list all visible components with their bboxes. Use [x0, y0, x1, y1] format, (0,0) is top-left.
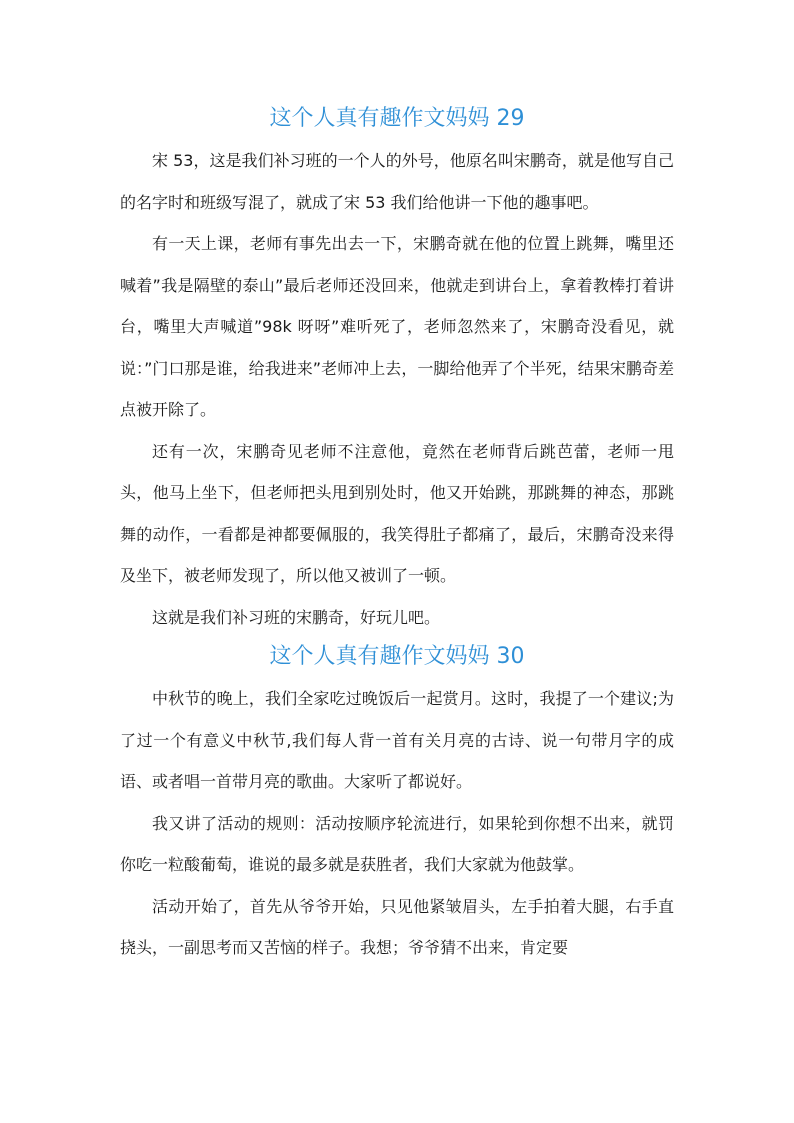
paragraph: 还有一次，宋鹏奇见老师不注意他，竟然在老师背后跳芭蕾，老师一甩头，他马上坐下，但老师把头甩到别处时，他又开始跳，那跳舞的神态，那跳舞的动作，一看都是神都要佩服的，我笑得肚子都痛了，最后，宋鹏奇没来得及坐下，被老师发现了，所以他又被训了一顿。 — [120, 441, 674, 585]
document-body — [120, 102, 674, 969]
paragraph: 有一天上课，老师有事先出去一下，宋鹏奇就在他的位置上跳舞，嘴里还喊着”我是隔壁的泰山”最后老师还没回来，他就走到讲台上，拿着教棒打着讲台，嘴里大声喊道”98k 呀呀”难听死了，老师忽然来了，宋鹏奇没看见，就说：”门口那是谁，给我进来”老师冲上去，一脚给他弄了个半死，结果宋鹏奇差点被开除了。 — [120, 234, 674, 419]
paragraph: 这就是我们补习班的宋鹏奇，好玩儿吧。 — [152, 607, 441, 627]
essay-title: 这个人真有趣作文妈妈 30 — [269, 644, 525, 669]
paragraph: 活动开始了，首先从爷爷开始，只见他紧皱眉头，左手拍着大腿，右手直挠头，一副思考而又苦恼的样子。我想；爷爷猜不出来，肯定要 — [120, 896, 674, 957]
essay-section-30 — [120, 640, 674, 969]
paragraph: 我又讲了活动的规则：活动按顺序轮流进行，如果轮到你想不出来，就罚你吃一粒酸葡萄，谁说的最多就是获胜者，我们大家就为他鼓掌。 — [120, 813, 674, 874]
paragraph: 宋 53，这是我们补习班的一个人的外号，他原名叫宋鹏奇，就是他写自己的名字时和班级写混了，就成了宋 53 我们给他讲一下他的趣事吧。 — [120, 151, 674, 212]
paragraph: 中秋节的晚上，我们全家吃过晚饭后一起赏月。这时，我提了一个建议;为了过一个有意义中秋节,我们每人背一首有关月亮的古诗、说一句带月字的成语、或者唱一首带月亮的歌曲。大家听了都说好。 — [120, 689, 674, 791]
essay-section-29 — [120, 102, 674, 638]
essay-title: 这个人真有趣作文妈妈 29 — [269, 106, 525, 131]
